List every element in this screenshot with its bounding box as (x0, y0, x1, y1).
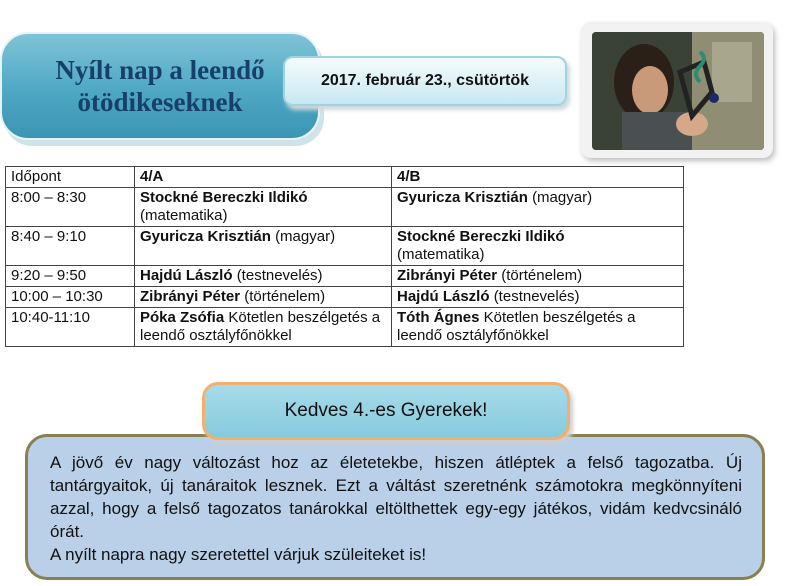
table-row (6, 188, 684, 227)
greeting-banner (202, 382, 570, 440)
class-4b-cell (392, 308, 684, 347)
subject: (történelem) (501, 267, 583, 284)
time-cell: 8:40 – 9:10 (6, 227, 135, 266)
message-closing: A nyílt napra nagy szeretettel várjuk szüleiteket is! (50, 545, 427, 564)
subject: (matematika) (140, 207, 228, 224)
greeting-text: Kedves 4.-es Gyerekek! (284, 400, 488, 421)
subject: Kötetlen beszélgetés a leendő osztályfőnökkel (397, 309, 636, 344)
time-cell: 10:40-11:10 (6, 308, 135, 347)
class-4a-cell (135, 308, 392, 347)
event-date: 2017. február 23., csütörtök (320, 72, 530, 89)
subject: (testnevelés) (236, 267, 323, 284)
photo-frame (581, 22, 773, 158)
table-row (6, 266, 684, 287)
teacher-name: Póka Zsófia (140, 309, 225, 326)
subject: (magyar) (532, 189, 593, 206)
subject: Kötetlen beszélgetés a leendő osztályfőnökkel (140, 309, 381, 344)
teacher-name: Stockné Bereczki Ildikó (397, 228, 565, 245)
time-cell: 8:00 – 8:30 (6, 188, 135, 227)
teacher-name: Hajdú László (397, 288, 490, 305)
teacher-name: Zibrányi Péter (397, 267, 498, 284)
column-header-time: Időpont (6, 167, 135, 188)
subject: (történelem) (244, 288, 326, 305)
photo-illustration (592, 32, 764, 150)
subject: (magyar) (275, 228, 336, 245)
class-4b-cell (392, 287, 684, 308)
message-box (25, 434, 765, 580)
table-row (6, 227, 684, 266)
class-4a-cell (135, 266, 392, 287)
column-header-4b: 4/B (392, 167, 684, 188)
teacher-name: Gyuricza Krisztián (140, 228, 271, 245)
subject: (testnevelés) (493, 288, 580, 305)
student-experiment-photo (592, 32, 764, 150)
table-row (6, 287, 684, 308)
teacher-name: Stockné Bereczki Ildikó (140, 189, 308, 206)
table-row (6, 308, 684, 347)
subject: (matematika) (397, 246, 485, 263)
teacher-name: Hajdú László (140, 267, 233, 284)
class-4b-cell (392, 188, 684, 227)
teacher-name: Tóth Ágnes (397, 309, 480, 326)
table-header-row (6, 167, 684, 188)
message-paragraph: A jövő év nagy változást hoz az életetekbe, hiszen átléptek a felső tagozatba. Új tantárgyaitok, új tanáraitok lesznek. Ezt a váltást szeretnénk számotokra megkönnyíteni azzal, hogy a felső tagozatos tanárokkal eltölthettek egy-egy játékos, vidám kedvcsináló órát. (50, 453, 742, 541)
time-cell: 10:00 – 10:30 (6, 287, 135, 308)
page-title: Nyílt nap a leendő ötödikeseknek (55, 55, 265, 117)
title-banner (0, 32, 320, 140)
class-4a-cell (135, 287, 392, 308)
teacher-name: Zibrányi Péter (140, 288, 241, 305)
class-4b-cell (392, 266, 684, 287)
schedule-table (5, 166, 684, 347)
class-4a-cell (135, 188, 392, 227)
teacher-name: Gyuricza Krisztián (397, 189, 528, 206)
class-4b-cell (392, 227, 684, 266)
time-cell: 9:20 – 9:50 (6, 266, 135, 287)
date-banner (283, 56, 567, 106)
class-4a-cell (135, 227, 392, 266)
column-header-4a: 4/A (135, 167, 392, 188)
